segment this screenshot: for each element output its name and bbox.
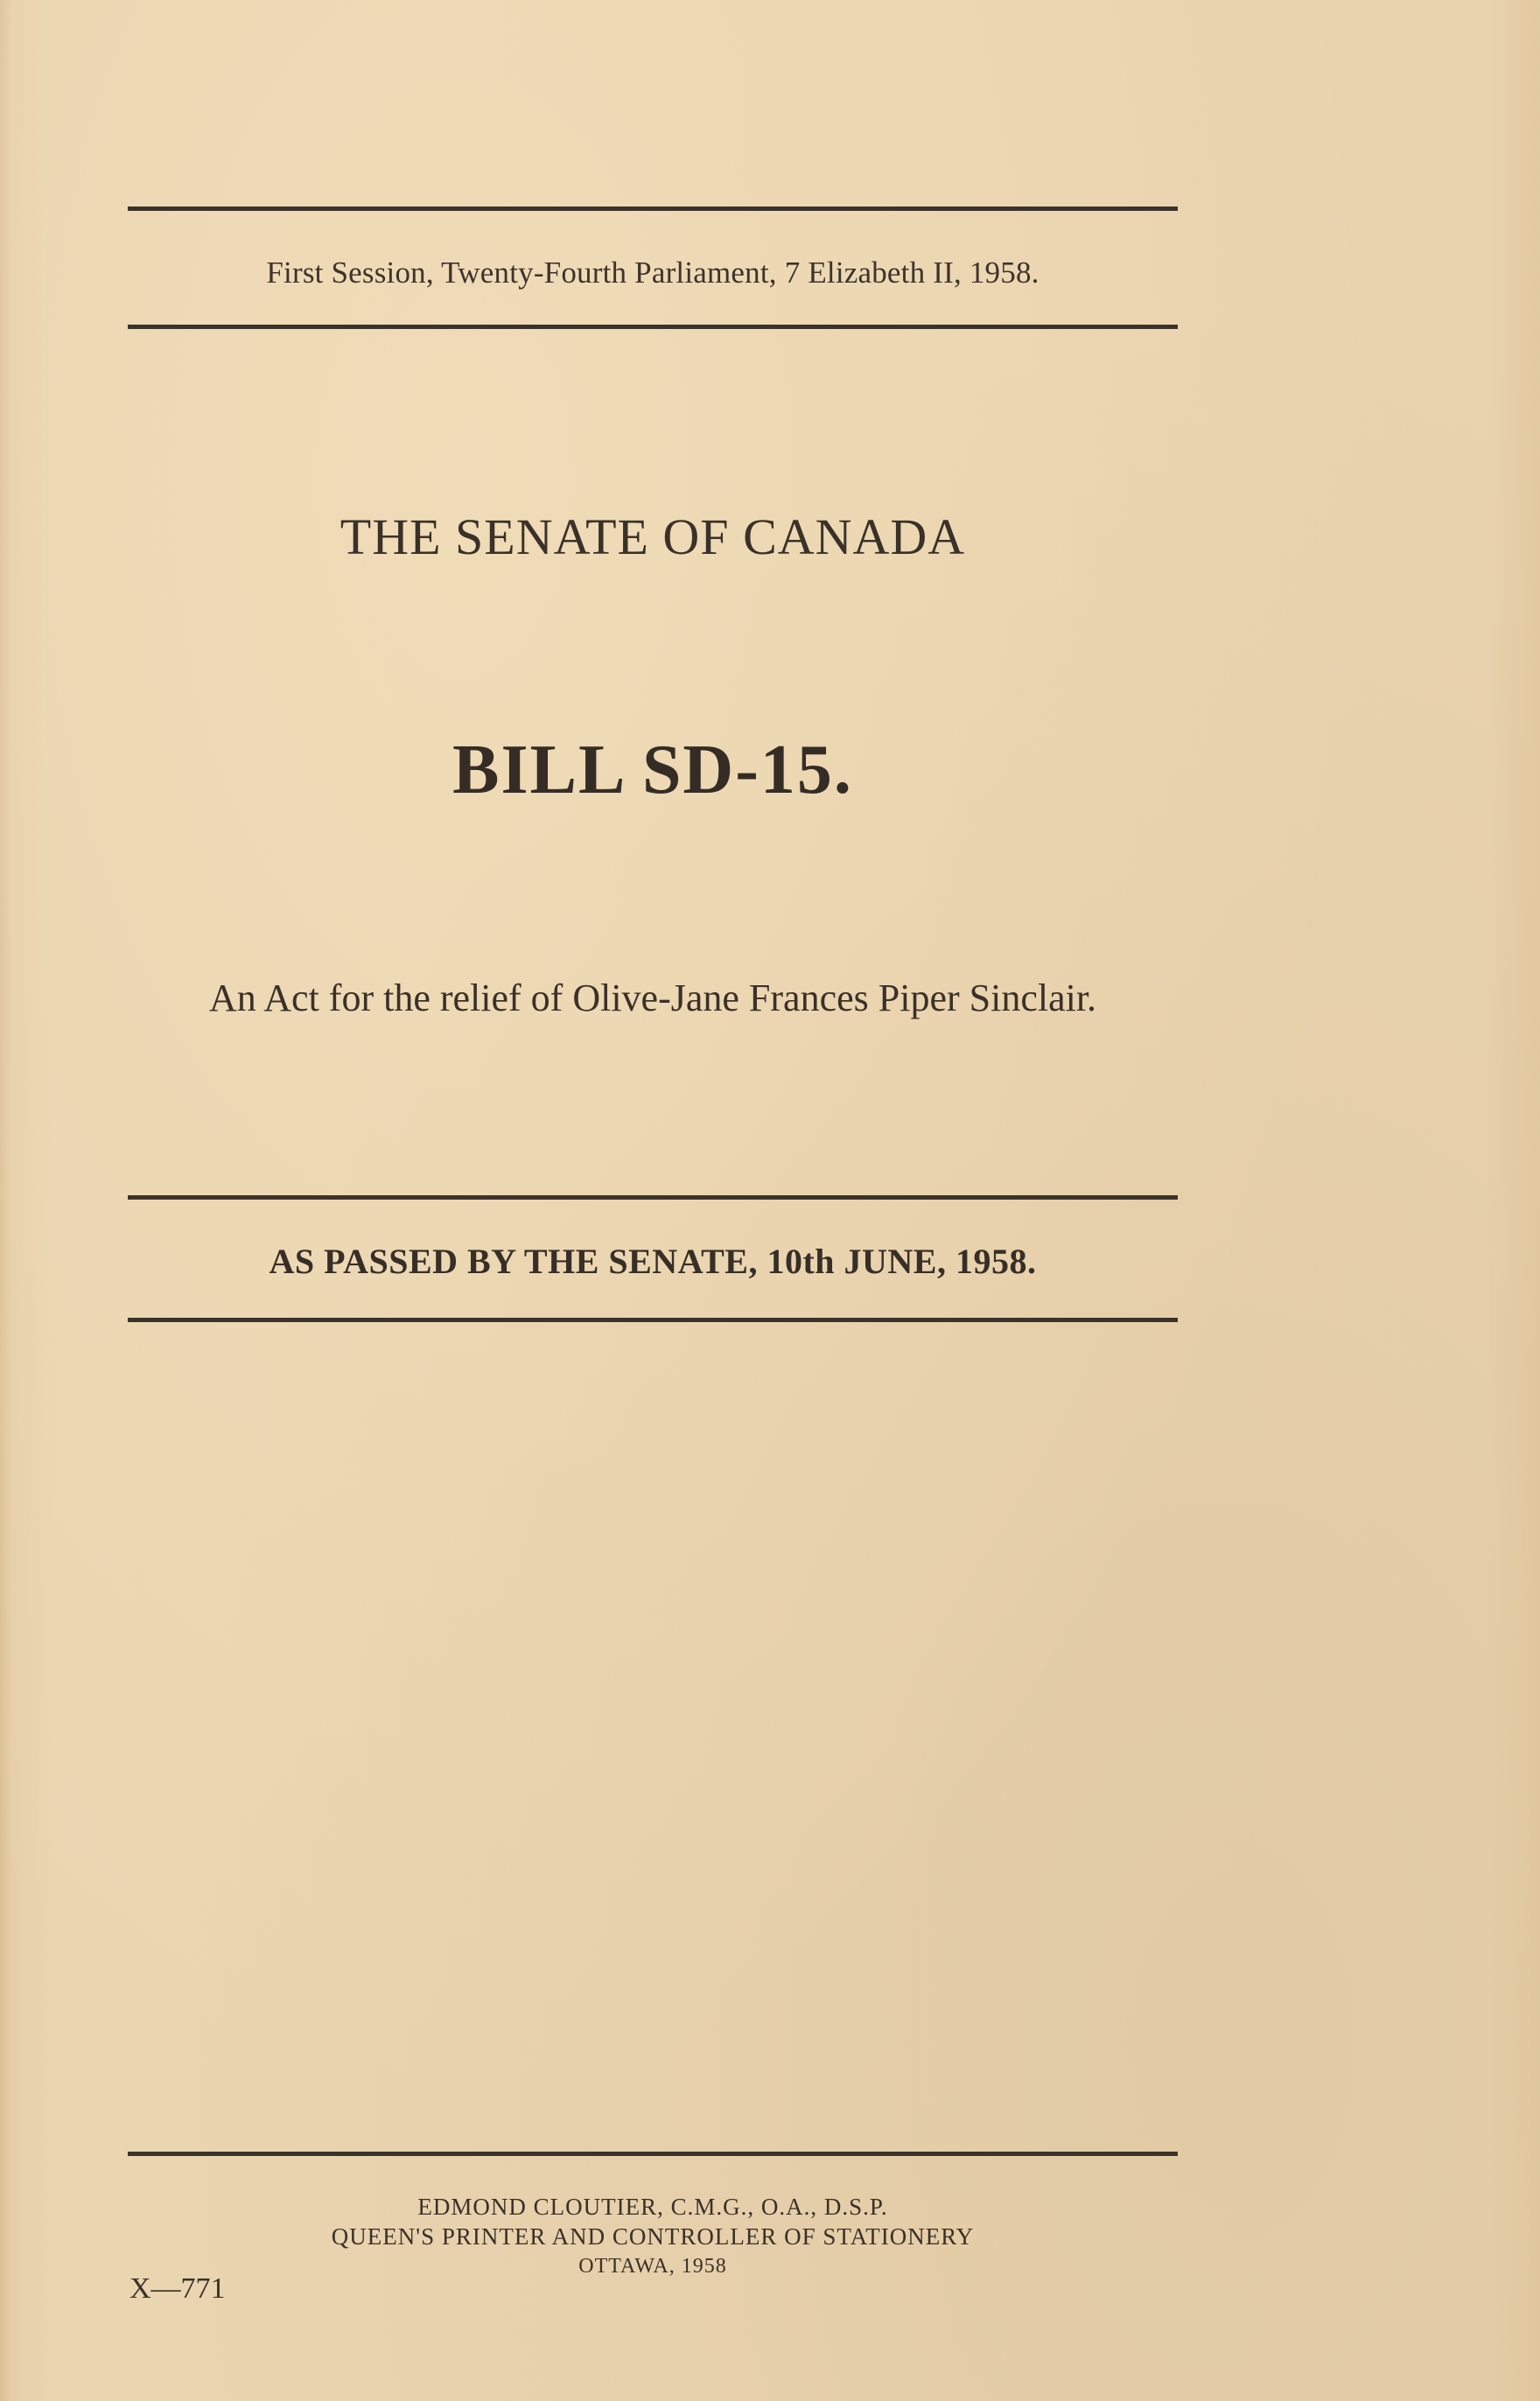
session-line: First Session, Twenty-Fourth Parliament, 7 Elizabeth II, 1958. (266, 256, 1040, 290)
document-code: X—771 (130, 2272, 226, 2305)
printer-place: OTTAWA, 1958 (578, 2255, 727, 2278)
top-rule (128, 206, 1178, 211)
chamber-heading: THE SENATE OF CANADA (340, 508, 966, 565)
act-title: An Act for the relief of Olive-Jane Frances Piper Sinclair. (208, 976, 1097, 1019)
session-bottom-rule (128, 325, 1178, 329)
passage-status: AS PASSED BY THE SENATE, 10th JUNE, 1958. (269, 1242, 1037, 1281)
footer-rule (128, 2152, 1178, 2156)
printer-title: QUEEN'S PRINTER AND CONTROLLER OF STATIONERY (331, 2223, 975, 2250)
status-bottom-rule (128, 1318, 1178, 1322)
bill-number: BILL SD-15. (452, 732, 853, 808)
printer-imprint (128, 2192, 1178, 2281)
printer-name: EDMOND CLOUTIER, C.M.G., O.A., D.S.P. (417, 2194, 888, 2220)
status-top-rule (128, 1195, 1178, 1200)
